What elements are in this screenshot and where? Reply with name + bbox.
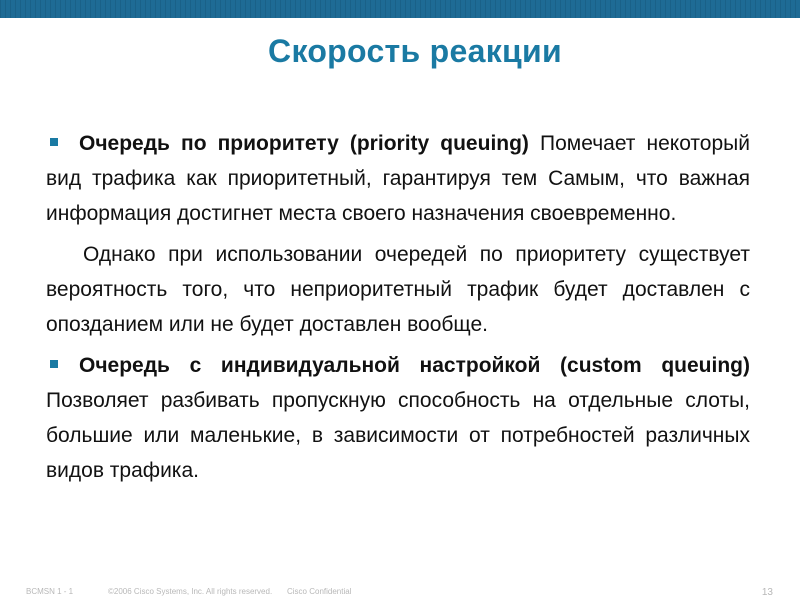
footer-course: BCMSN 1 - 1 [26,587,74,596]
footer-confidential: Cisco Confidential [287,587,352,596]
bullet-item-custom-queuing [46,348,750,488]
square-bullet-icon [50,138,58,146]
term-custom-queuing: Очередь с индивидуальной настройкой (custom queuing) [79,354,750,377]
slide-title: Скорость реакции [268,33,562,69]
paragraph-priority-drawback: Однако при использовании очередей по приоритету существует вероятность того, что неприоритетный трафик будет доставлен с опозданием или не будет доставлен вообще. [46,243,750,336]
description-custom-queuing: Позволяет разбивать пропускную способность на отдельные слоты, большие или маленькие, в зависимости от потребностей различных видов трафика. [46,389,750,482]
slide-body [46,126,750,488]
footer [0,585,800,600]
square-bullet-icon [50,360,58,368]
description-priority-queuing: Помечает некоторый вид трафика как приоритетный, гарантируя тем Самым, что важная информация достигнет места своего назначения своевременно. [46,132,750,225]
page-number: 13 [761,587,773,598]
top-bar [0,0,800,18]
bullet-item-priority-queuing [46,126,750,231]
footer-copyright: ©2006 Cisco Systems, Inc. All rights reserved. [108,587,273,596]
term-priority-queuing: Очередь по приоритету (priority queuing) [79,132,529,155]
